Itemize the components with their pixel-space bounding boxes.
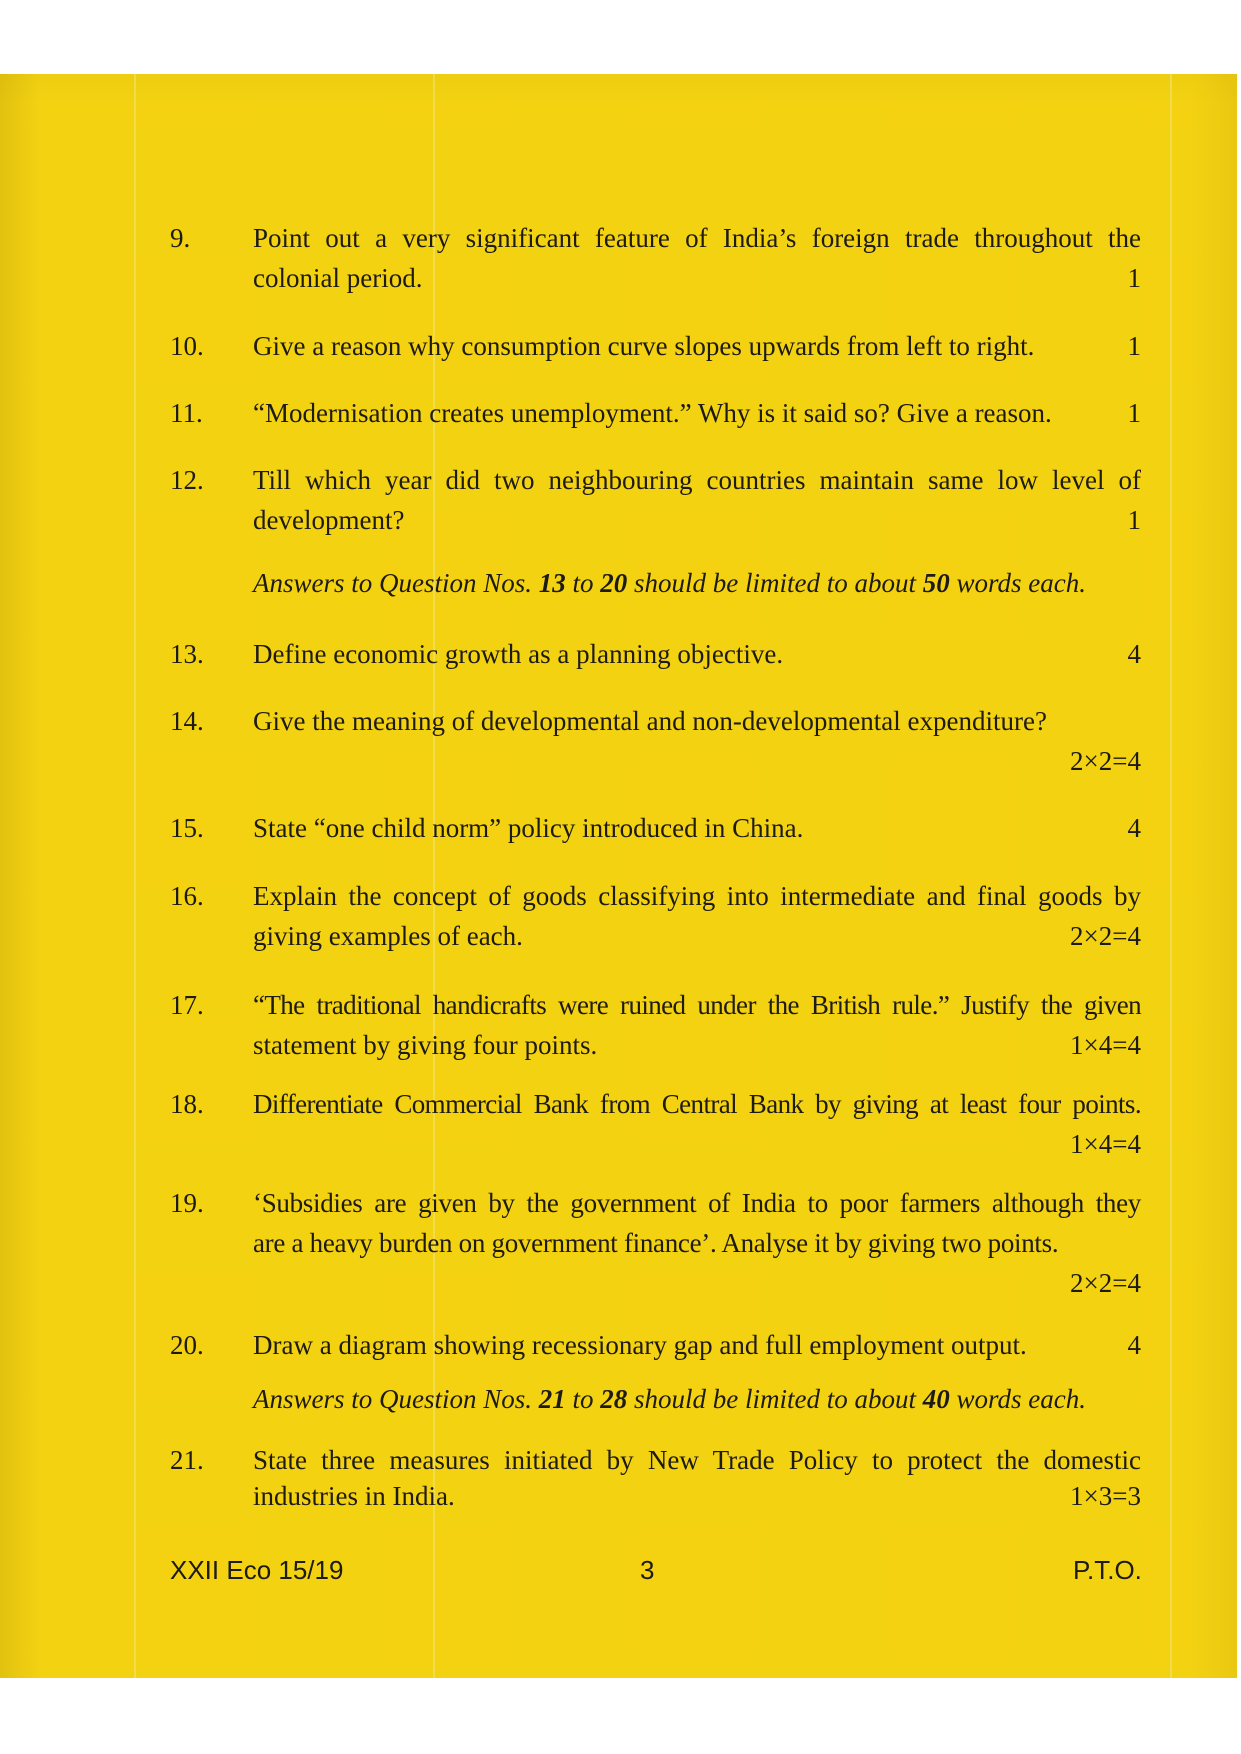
instruction-text: to <box>565 568 601 598</box>
instruction-range-end: 28 <box>600 1384 628 1414</box>
instruction-text: words each. <box>949 568 1087 598</box>
question-text: Differentiate Commercial Bank from Central Bank by giving at least four points. <box>253 1089 1141 1119</box>
question-number: 9. <box>170 223 191 253</box>
page-number: 3 <box>640 1555 655 1585</box>
instruction-text: words each. <box>949 1384 1087 1414</box>
question-marks: 2×2=4 <box>1070 921 1141 951</box>
instruction-range-start: 13 <box>538 568 566 598</box>
question-number: 20. <box>170 1330 204 1360</box>
question-marks: 1×4=4 <box>1070 1129 1141 1159</box>
question-text: colonial period. <box>253 263 423 293</box>
pto-label: P.T.O. <box>1073 1555 1142 1585</box>
question-text: Point out a very significant feature of India’s foreign trade throughout the <box>253 223 1141 253</box>
instruction-text: should be limited to about <box>627 568 923 598</box>
question-text: Define economic growth as a planning objective. <box>253 639 784 669</box>
question-marks: 1×3=3 <box>1070 1481 1141 1511</box>
paper-fold-line <box>134 74 136 1678</box>
question-text: Give the meaning of developmental and non-developmental expenditure? <box>253 706 1047 736</box>
question-number: 16. <box>170 881 204 911</box>
question-text: State three measures initiated by New Trade Policy to protect the domestic <box>253 1445 1141 1475</box>
instruction-range-end: 20 <box>600 568 628 598</box>
question-number: 12. <box>170 465 204 495</box>
question-text: “The traditional handicrafts were ruined under the British rule.” Justify the given <box>253 990 1141 1020</box>
instruction-text: Answers to Question Nos. <box>253 1384 539 1414</box>
question-marks: 4 <box>1127 813 1141 843</box>
section-instruction <box>253 1384 1141 1415</box>
question-marks: 2×2=4 <box>1070 746 1141 776</box>
instruction-text: to <box>565 1384 601 1414</box>
question-marks: 1 <box>1127 398 1141 428</box>
question-number: 19. <box>170 1188 204 1218</box>
question-marks: 4 <box>1127 639 1141 669</box>
question-marks: 1×4=4 <box>1070 1030 1141 1060</box>
question-number: 13. <box>170 639 204 669</box>
question-marks: 1 <box>1127 505 1141 535</box>
question-number: 14. <box>170 706 204 736</box>
instruction-text: Answers to Question Nos. <box>253 568 539 598</box>
question-text: Explain the concept of goods classifying into intermediate and final goods by <box>253 881 1141 911</box>
question-number: 17. <box>170 990 204 1020</box>
paper-fold-line <box>1170 74 1172 1678</box>
question-text: statement by giving four points. <box>253 1030 598 1060</box>
question-text: ‘Subsidies are given by the government of India to poor farmers although they <box>253 1188 1141 1218</box>
question-text: Till which year did two neighbouring countries maintain same low level of <box>253 465 1141 495</box>
instruction-text: should be limited to about <box>627 1384 923 1414</box>
instruction-word-limit: 40 <box>922 1384 950 1414</box>
paper-code: XXII Eco 15/19 <box>170 1555 344 1585</box>
question-text: Give a reason why consumption curve slopes upwards from left to right. <box>253 331 1035 361</box>
question-number: 10. <box>170 331 204 361</box>
question-marks: 1 <box>1127 331 1141 361</box>
question-marks: 2×2=4 <box>1070 1268 1141 1298</box>
question-text: “Modernisation creates unemployment.” Why is it said so? Give a reason. <box>253 398 1052 428</box>
question-number: 15. <box>170 813 204 843</box>
question-marks: 1 <box>1127 263 1141 293</box>
question-text: State “one child norm” policy introduced in China. <box>253 813 804 843</box>
question-number: 11. <box>170 398 203 428</box>
instruction-range-start: 21 <box>538 1384 566 1414</box>
question-number: 21. <box>170 1445 204 1475</box>
question-text: Draw a diagram showing recessionary gap and full employment output. <box>253 1330 1027 1360</box>
question-number: 18. <box>170 1089 204 1119</box>
question-text: giving examples of each. <box>253 921 523 951</box>
question-text: industries in India. <box>253 1481 455 1511</box>
question-text: are a heavy burden on government finance’. Analyse it by giving two points. <box>253 1228 1059 1258</box>
question-marks: 4 <box>1127 1330 1141 1360</box>
section-instruction <box>253 568 1141 599</box>
question-text: development? <box>253 505 405 535</box>
instruction-word-limit: 50 <box>922 568 950 598</box>
